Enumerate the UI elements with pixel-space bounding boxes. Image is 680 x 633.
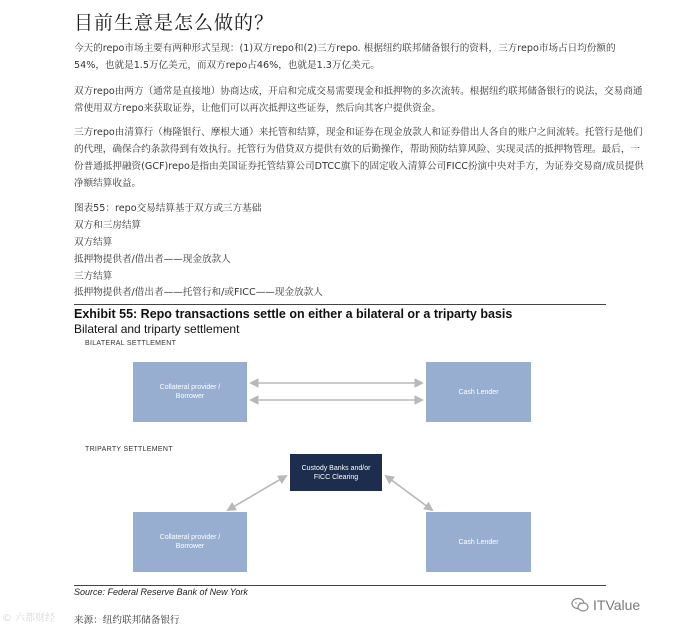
exhibit-title: Exhibit 55: Repo transactions settle on either a bilateral or a triparty basis — [74, 307, 513, 321]
triparty-custody-banks-box — [290, 454, 382, 491]
triparty-section-label: TRIPARTY SETTLEMENT — [85, 446, 173, 453]
figure-caption-line: 抵押物提供者/借出者——现金放款人 — [74, 254, 231, 265]
bilateral-collateral-provider-box — [133, 362, 247, 422]
figure-caption-line: 图表55：repo交易结算基于双方或三方基础 — [74, 203, 262, 214]
bilateral-collateral-provider-label: Collateral provider / Borrower — [159, 384, 221, 400]
figure-caption-line: 双方结算 — [74, 237, 113, 248]
figure-caption-line: 抵押物提供者/借出者——托管行和/或FICC——现金放款人 — [74, 287, 323, 298]
paragraph-bilateral-repo: 双方repo由两方（通常是直接地）协商达成，开启和完成交易需要现金和抵押物的多次流转。根据纽约联邦储备银行的说法，交易商通常使用双方repo来获取证券，让他们可以再次抵押这些证券，然后向其客户提供资金。 — [74, 86, 643, 114]
triparty-collateral-provider-label: Collateral provider / Borrower — [159, 534, 221, 550]
exhibit-bottom-rule — [74, 585, 606, 586]
page-title: 目前生意是怎么做的？ — [74, 12, 275, 34]
watermark-right — [571, 597, 640, 613]
triparty-arrow-left — [228, 476, 286, 510]
wechat-icon — [571, 597, 589, 613]
bilateral-cash-lender-label: Cash Lender — [458, 388, 499, 396]
exhibit-source: Source: Federal Reserve Bank of New York — [74, 587, 248, 597]
triparty-cash-lender-label: Cash Lender — [458, 538, 499, 546]
exhibit-subtitle: Bilateral and triparty settlement — [74, 322, 240, 336]
triparty-cash-lender-box — [426, 512, 531, 572]
triparty-arrow-right — [386, 476, 432, 510]
paragraph-triparty-repo: 三方repo由清算行（梅隆银行、摩根大通）来托管和结算，现金和证券在现金放款人和证券借出人各自的账户之间流转。托管行是他们的代理，确保合约条款得到有效执行。托管行为借贷双方提供有效的后勤操作，帮助预防结算风险、实现灵活的抵押物管理。最后，一份普通抵押融资(GCF)repo是指由美国证券托管结算公司DTCC旗下的固定收入清算公司FICC扮演中央对手方，为证券交易商/成员提供净额结算收益。 — [74, 127, 644, 189]
footnote-source: 来源：纽约联邦储备银行 — [74, 615, 180, 626]
watermark-left: © 六都财经 — [2, 613, 56, 624]
triparty-custody-banks-label: Custody Banks and/or FICC Clearing — [301, 464, 371, 481]
bilateral-cash-lender-box — [426, 362, 531, 422]
figure-caption-line: 双方和三房结算 — [74, 220, 142, 231]
figure-caption-line: 三方结算 — [74, 271, 113, 282]
paragraph-market-share: 今天的repo市场主要有两种形式呈现：(1)双方repo和(2)三方repo. 根据纽约联邦储备银行的资料，三方repo市场占日均份额的54%，也就是1.5万亿美元，而双方repo占46%，也就是1.3万亿美元。 — [74, 43, 616, 71]
triparty-collateral-provider-box — [133, 512, 247, 572]
watermark-right-label: ITValue — [593, 597, 641, 613]
bilateral-section-label: BILATERAL SETTLEMENT — [85, 340, 177, 347]
